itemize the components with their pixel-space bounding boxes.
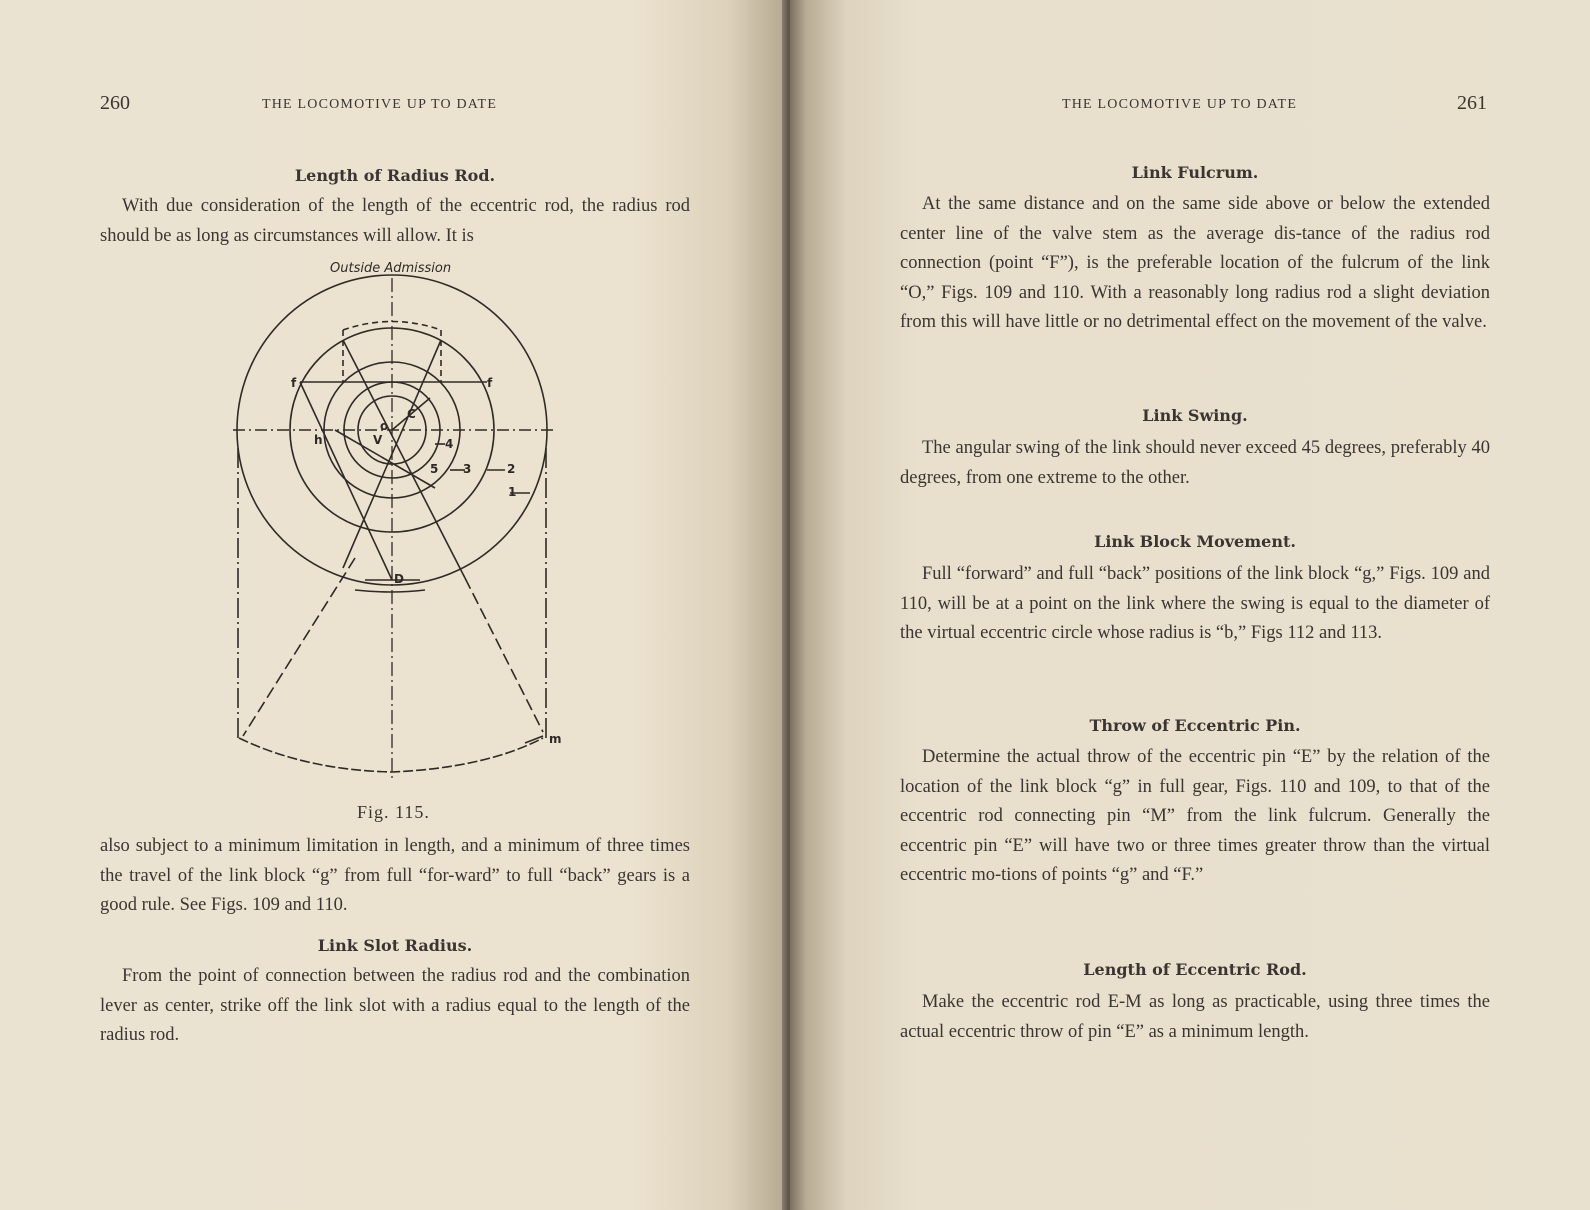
- label-v: V: [373, 433, 383, 447]
- paragraph-radius-rod: With due consideration of the length of the eccentric rod, the radius rod should be as long as circumstances will allow. It is: [100, 196, 690, 246]
- heading-link-fulcrum: Link Fulcrum.: [1131, 163, 1259, 182]
- right-page-number: 261: [1457, 92, 1487, 114]
- label-c: C: [407, 407, 416, 421]
- figure-title: Outside Admission: [330, 261, 452, 276]
- figure-caption: Fig. 115.: [357, 802, 430, 822]
- heading-link-slot: Link Slot Radius.: [317, 936, 473, 955]
- label-1: 1: [508, 485, 517, 499]
- label-f-right: f: [487, 376, 493, 390]
- label-d: D: [394, 572, 404, 586]
- paragraph-throw: Determine the actual throw of the eccentric pin “E” by the relation of the location of the link block “g” in full gear, Figs. 110 and 109, to that of the eccentric rod connecting pin “M” from the link fulcrum. Generally the eccentric pin “E” will have two or three times greater throw than the virtual eccentric mo-tions of points “g” and “F.”: [900, 747, 1490, 885]
- heading-radius-rod: Length of Radius Rod.: [294, 166, 496, 185]
- valve-diagram: [225, 258, 585, 790]
- left-page: [0, 0, 790, 1210]
- paragraph-link-fulcrum: At the same distance and on the same side above or below the extended center line of the valve stem as the average dis-tance of the radius rod connection (point “F”), is the preferable location of the fulcrum of the link “O,” Figs. 109 and 110. With a reasonably long radius rod a slight deviation from this will have little or no detrimental effect on the movement of the valve.: [900, 194, 1490, 332]
- paragraph-link-swing: The angular swing of the link should never exceed 45 degrees, preferably 40 degrees, from one extreme to the other.: [900, 438, 1490, 488]
- figure-115: [225, 258, 585, 790]
- label-3: 3: [463, 462, 472, 476]
- heading-throw: Throw of Eccentric Pin.: [1089, 716, 1301, 735]
- label-h: h: [314, 433, 323, 447]
- heading-link-block: Link Block Movement.: [1094, 532, 1296, 551]
- paragraph-link-slot: From the point of connection between the radius rod and the combination lever as center, strike off the link slot with a radius equal to the length of the radius rod.: [100, 966, 690, 1045]
- paragraph-continuation: also subject to a minimum limitation in length, and a minimum of three times the travel of the link block “g” from full “for-ward” to full “back” gears is a good rule. See Figs. 109 and 110.: [100, 836, 690, 915]
- right-page: [790, 0, 1590, 1210]
- left-running-title: THE LOCOMOTIVE UP TO DATE: [262, 97, 498, 112]
- paragraph-eccentric-rod: Make the eccentric rod E-M as long as practicable, using three times the actual eccentric throw of pin “E” as a minimum length.: [900, 992, 1490, 1042]
- left-page-number: 260: [100, 92, 130, 114]
- label-o: o: [380, 419, 389, 433]
- label-5: 5: [430, 462, 439, 476]
- label-4: 4: [445, 437, 454, 451]
- right-running-title: THE LOCOMOTIVE UP TO DATE: [1062, 97, 1298, 112]
- label-2: 2: [507, 462, 516, 476]
- heading-eccentric-rod: Length of Eccentric Rod.: [1083, 960, 1307, 979]
- paragraph-link-block: Full “forward” and full “back” positions of the link block “g,” Figs. 109 and 110, will be at a point on the link where the swing is equal to the diameter of the virtual eccentric circle whose radius is “b,” Figs 112 and 113.: [900, 564, 1490, 643]
- label-m: m: [549, 732, 562, 746]
- heading-link-swing: Link Swing.: [1142, 406, 1248, 425]
- label-f-left: f: [291, 376, 297, 390]
